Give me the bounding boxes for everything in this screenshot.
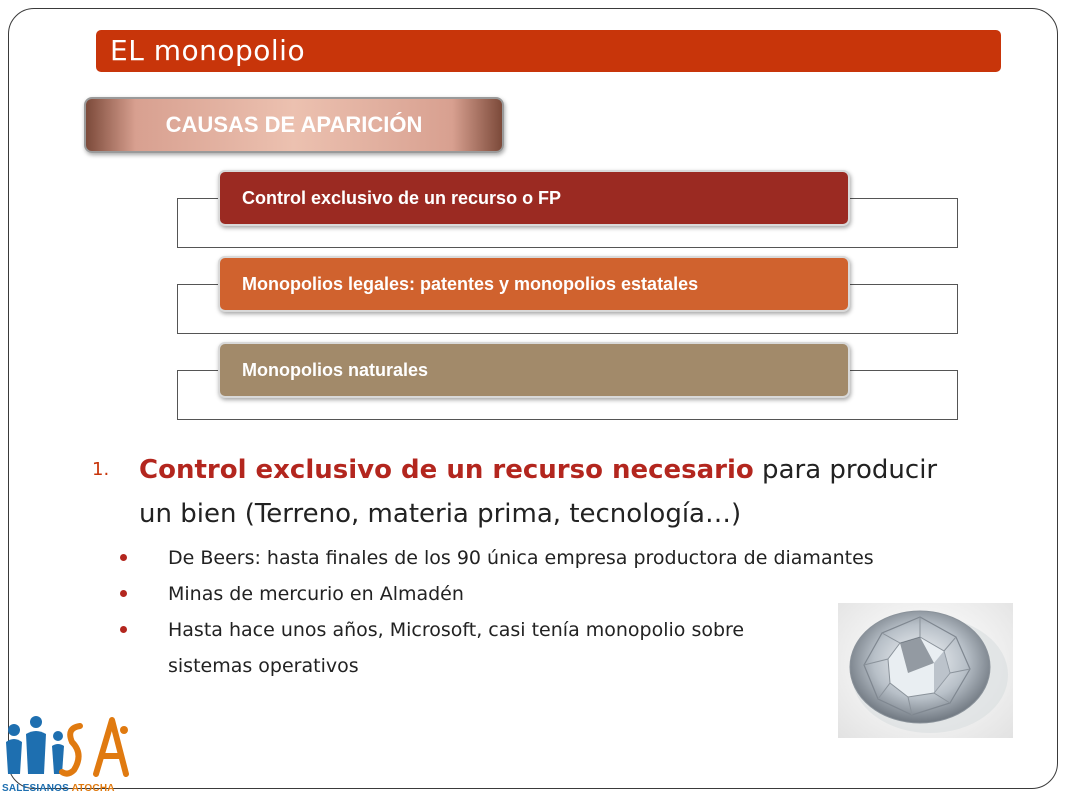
bullet-dot-icon	[120, 626, 127, 633]
bullet-dot-icon	[120, 554, 127, 561]
cause-tag-2	[218, 256, 850, 312]
cause-label-3: Monopolios naturales	[242, 360, 429, 380]
main-point	[92, 448, 972, 536]
logo-icon	[0, 712, 140, 784]
bullet-dot-icon	[120, 590, 127, 597]
bullet-text: De Beers: hasta finales de los 90 única empresa productora de diamantes	[168, 547, 874, 569]
main-point-highlight: Control exclusivo de un recurso necesario	[139, 455, 754, 485]
logo-text	[2, 783, 115, 794]
slide-title-text: EL monopolio	[110, 34, 306, 67]
cause-label-1: Control exclusivo de un recurso o FP	[242, 188, 562, 208]
cause-label-2: Monopolios legales: patentes y monopolios estatales	[242, 274, 699, 294]
list-item	[120, 612, 828, 684]
main-point-number: 1.	[92, 459, 110, 480]
logo-text-part1: SALESIANOS	[2, 783, 70, 794]
cause-tag-3	[218, 342, 850, 398]
main-point-text	[139, 448, 972, 536]
bullet-text: Minas de mercurio en Almadén	[168, 583, 464, 605]
causas-label: CAUSAS DE APARICIÓN	[165, 112, 423, 137]
slide-title	[96, 30, 1001, 72]
main-point-rest: para producir un bien (Terreno, materia prima, tecnología…)	[139, 455, 938, 529]
causas-header	[84, 97, 504, 153]
diamond-image	[838, 603, 1013, 738]
logo-text-part2: ATOCHA	[71, 783, 115, 794]
list-item	[120, 540, 980, 576]
bullet-text: Hasta hace unos años, Microsoft, casi tenía monopolio sobre sistemas operativos	[168, 619, 745, 677]
cause-tag-1	[218, 170, 850, 226]
diamond-icon	[838, 603, 1013, 738]
